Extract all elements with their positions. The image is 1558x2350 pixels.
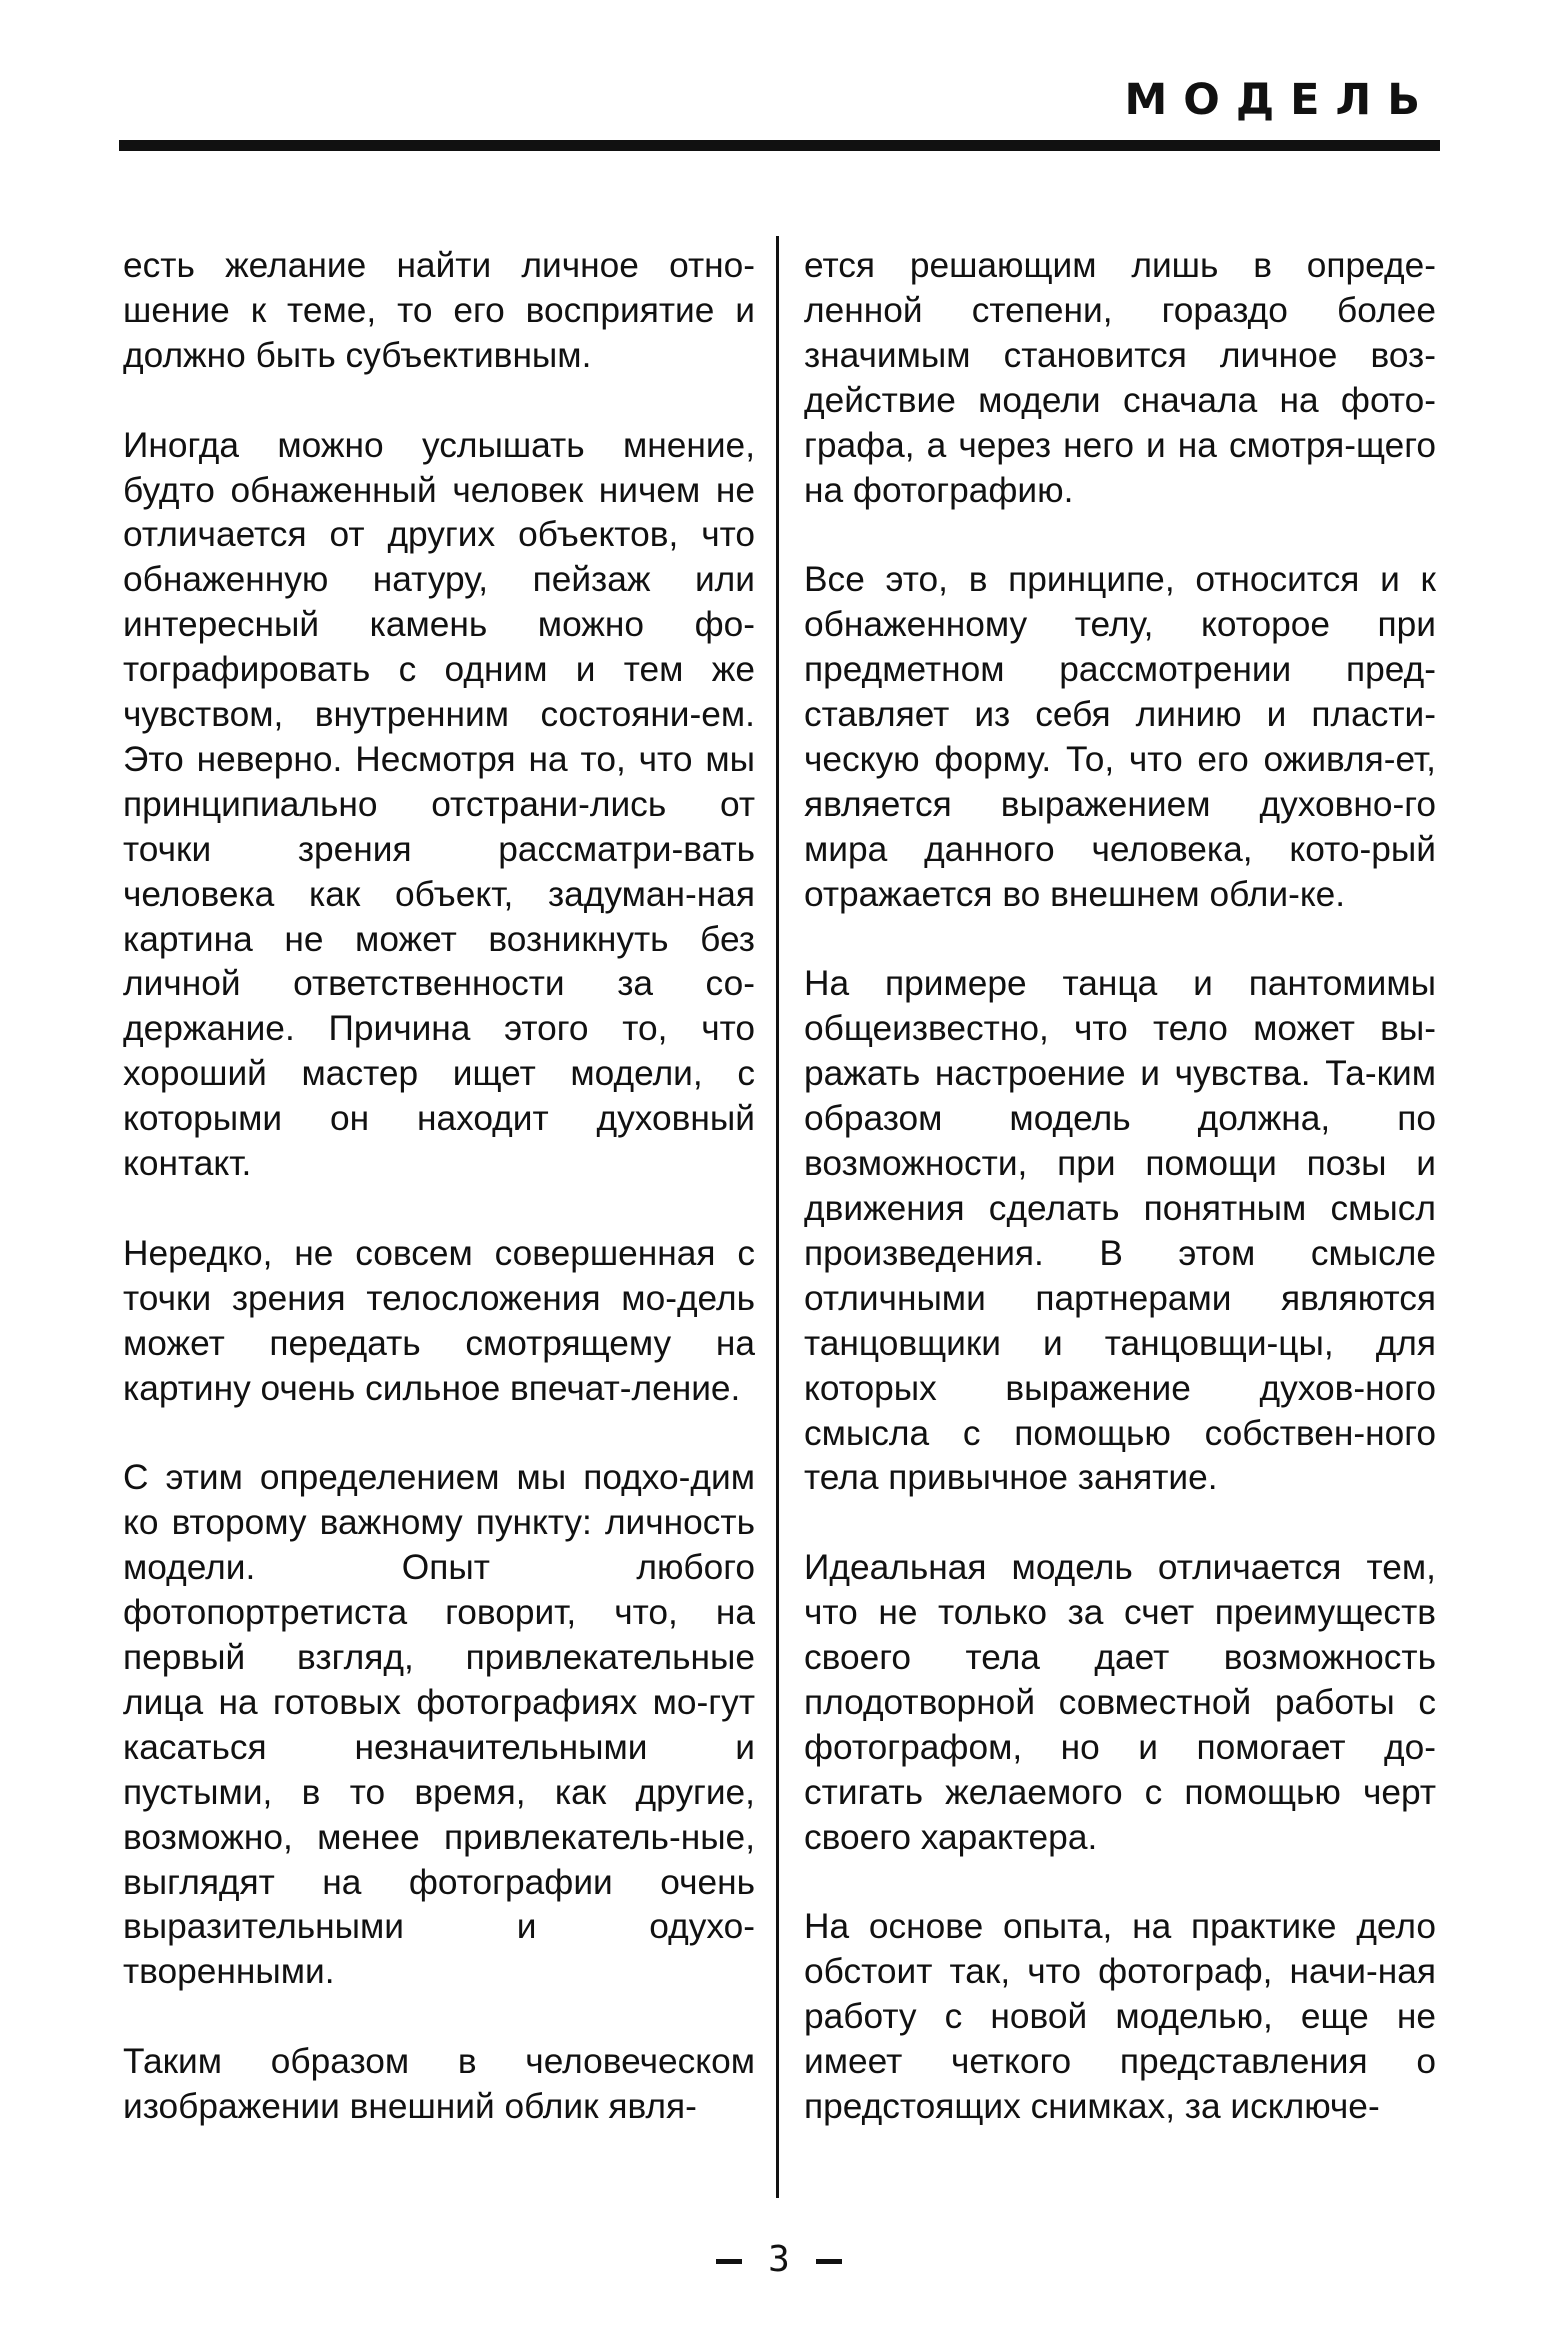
paragraph: ется решающим лишь в опреде-ленной степени, гораздо более значимым становится личное воз-действие модели сначала на фото-графа, а через него и на смотря-щего на фотографию. <box>804 246 1436 510</box>
paragraph: Таким образом в человеческом изображении внешний облик явля- <box>123 2042 755 2127</box>
paragraph: С этим определением мы подхо-дим ко второму важному пункту: личность модели. Опыт любого фотопортретиста говорит, что, на первый взгляд, привлекательные лица на готовых фотографиях мо-гут касаться незначительными и пустыми, в то время, как другие, возможно, менее привлекатель-ные, выглядят на фотографии очень выразительными и одухо-творенными. <box>123 1458 755 1992</box>
paragraph: Все это, в принципе, относится и к обнаженному телу, которое при предметном рассмотрении пред-ставляет из себя линию и пласти-ческую форму. То, что его оживля-ет, является выражением духовно-го мира данного человека, кото-рый отражается во внешнем обли-ке. <box>804 560 1436 914</box>
column-divider <box>776 236 779 2198</box>
dash-left <box>716 2259 742 2264</box>
page-footer <box>0 2238 1558 2282</box>
left-column <box>123 244 755 2175</box>
page-header-title: МОДЕЛЬ <box>1124 75 1436 125</box>
paragraph: Нередко, не совсем совершенная с точки зрения телосложения мо-дель может передать смотрящему на картину очень сильное впечат-ление. <box>123 1233 755 1408</box>
header-rule <box>119 140 1440 151</box>
dash-right <box>816 2259 842 2264</box>
paragraph: есть желание найти личное отно-шение к теме, то его восприятие и должно быть субъективным. <box>123 246 755 375</box>
paragraph: Иногда можно услышать мнение, будто обнаженный человек ничем не отличается от других объектов, что обнаженную натуру, пейзаж или интересный камень можно фо-тографировать с одним и тем же чувством, внутренним состояни-ем. Это неверно. Несмотря на то, что мы принципиально отстрани-лись от точки зрения рассматри-вать человека как объект, задуман-ная картина не может возникнуть без личной ответственности за со-держание. Причина этого то, что хороший мастер ищет модели, с которыми он находит духовный контакт. <box>123 425 755 1184</box>
right-column <box>804 244 1436 2175</box>
paragraph: На примере танца и пантомимы общеизвестно, что тело может вы-ражать настроение и чувства. Та-ким образом модель должна, по возможности, при помощи позы и движения сделать понятным смысл произведения. В этом смысле отличными партнерами являются танцовщики и танцовщи-цы, для которых выражение духов-ного смысла с помощью собствен-ного тела привычное занятие. <box>804 964 1436 1498</box>
page-number: 3 <box>768 2239 790 2280</box>
paragraph: Идеальная модель отличается тем, что не только за счет преимуществ своего тела дает возможность плодотворной совместной работы с фотографом, но и помогает до-стигать желаемого с помощью черт своего характера. <box>804 1548 1436 1857</box>
paragraph: На основе опыта, на практике дело обстоит так, что фотограф, начи-ная работу с новой моделью, еще не имеет четкого представления о предстоящих снимках, за исключе- <box>804 1907 1436 2127</box>
